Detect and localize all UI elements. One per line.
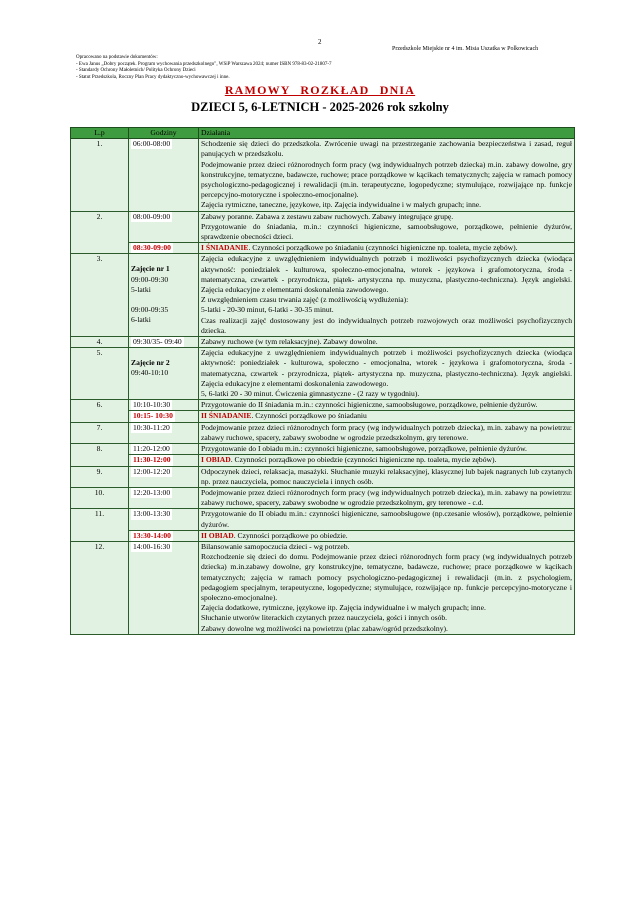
time-cell <box>129 254 199 337</box>
activity-text: Przygotowanie do II śniadania m.in.: czynności higieniczne, samoobsługowe, porządkowe, pełnienie dyżurów. <box>201 400 538 410</box>
meal-time: 13:30-14:00 <box>133 530 171 540</box>
activity-text: Przygotowanie do II obiadu m.in.: czynności higieniczne, samoobsługowe (np.czesanie włosów), porządkowe, pełnienie dyżurów. <box>201 509 572 529</box>
time-cell <box>129 530 199 541</box>
row-number: 8. <box>71 444 129 466</box>
time-range: 10:10-10:30 <box>133 400 171 410</box>
meal-label: I OBIAD <box>201 455 231 465</box>
source-line: - Ewa Janus „Dobry początek. Program wychowania przedszkolnego", WSiP Warszawa 2024; numer ISBN 978-83-02-21807-7 <box>76 61 332 67</box>
meal-label: II OBIAD <box>201 530 234 540</box>
activity-text: Podejmowanie przez dzieci różnorodnych form pracy (wg indywidualnych potrzeb dziecka), m.in. zabawy na powietrzu: zabawy ruchowe, spacery, zabawy swobodne w ogrodzie przedszkolnym, gry terenowe - c.d. <box>201 487 572 508</box>
time-cell <box>129 455 199 466</box>
activity-text: Zajęcia rytmiczne, taneczne, językowe, itp. Zajęcia indywidualne i w małych grupach; inne. <box>201 200 482 210</box>
activity-text: Zabawy dowolne wg możliwości na powietrzu (plac zabaw/ogród przedszkolny). <box>201 623 448 633</box>
activity-cell <box>199 541 575 634</box>
activity-text: Zajęcia dodatkowe, rytmiczne, językowe itp. Zajęcia indywidualne i w małych grupach; inne. <box>201 603 486 613</box>
table-row <box>71 487 575 508</box>
activity-text: Odpoczynek dzieci, relaksacja, masażyki. Słuchanie muzyki relaksacyjnej, klasycznej lub bajek nagranych lub czytanych np. przez nauczyciela, pomoc nauczyciela i innych osób. <box>201 466 572 486</box>
time-cell <box>129 211 199 243</box>
activity-cell <box>199 348 575 400</box>
table-row <box>71 466 575 487</box>
activity-cell <box>199 400 575 411</box>
table-row <box>71 541 575 634</box>
activity-cell <box>199 444 575 455</box>
time-cell <box>129 411 199 422</box>
table-row <box>71 139 575 211</box>
table-row <box>71 422 575 443</box>
time-cell <box>129 348 199 400</box>
table-row <box>71 400 575 411</box>
sources-block <box>76 55 332 81</box>
activity-text: Podejmowanie przez dzieci różnorodnych form pracy (wg indywidualnych potrzeb dziecka) m.in. zabawy dowolne, gry konstrukcyjne, tematyczne, badawcze, ruchowe; prace porządkowe w kącikach tematycznych; zajęcia w ramach pomocy psychologiczno-pedagogicznej i rewalidacji (m.in. terapeutyczne, logopedyczne; stymulujące, rozwijające np. funkcje percepcyjno-motoryczne i społeczno-emocjonalne). <box>201 159 572 200</box>
time-range: 09:40-10:10 <box>131 368 169 378</box>
header-lp: L.p <box>71 128 129 139</box>
time-cell <box>129 422 199 443</box>
activity-text: Zajęcia edukacyjne z uwzględnieniem indywidualnych potrzeb i możliwości psychofizycznych dziecka (wiodąca aktywność: poniedziałek - kulturowa, społeczno-emocjonalna, wtorek - językowa i grafomotoryczna, środa - matematyczna, czwartek - przyrodnicza, piątek- artystyczna np. muzyczna, plastyczno-techniczna). Język angielski. Zajęcia edukacyjne z elementami doskonalenia zawodowego. <box>201 254 572 295</box>
header-activities: Działania <box>199 128 575 139</box>
activity-text: Bilansowanie samopoczucia dzieci - wg potrzeb. <box>201 541 350 551</box>
activity-cell <box>199 530 575 541</box>
institution-name: Przedszkole Miejskie nr 4 im. Misia Uszatka w Polkowicach <box>392 46 539 52</box>
meal-text: . Czynności porządkowe po obiedzie (czynności higieniczne np. toaleta, mycie zębów). <box>230 455 497 465</box>
activity-text: Przygotowanie do śniadania, m.in.: czynności higieniczne, samoobsługowe, porządkowe, pełnienie dyżurów, sprawdzenie obecności dzieci. <box>201 221 572 242</box>
activity-cell <box>199 211 575 243</box>
row-number: 2. <box>71 211 129 254</box>
meal-label: II ŚNIADANIE <box>201 411 252 421</box>
activity-text: Zabawy ruchowe (w tym relaksacyjne). Zabawy dowolne. <box>201 337 378 347</box>
sources-heading: Opracowano na podstawie dokumentów: <box>76 55 158 60</box>
activity-cell <box>199 487 575 508</box>
class-label: Zajęcie nr 1 <box>131 264 170 274</box>
activity-cell <box>199 411 575 422</box>
time-range: 12:00-12:20 <box>133 466 171 476</box>
time-cell <box>129 509 199 530</box>
activity-cell <box>199 455 575 466</box>
source-line: - Standardy Ochrony Małoletnich/ Polityka Ochrony Dzieci <box>76 68 196 74</box>
activity-cell <box>199 466 575 487</box>
table-row <box>71 348 575 400</box>
activity-text: Z uwzględnieniem czasu trwania zajęć (z możliwością wydłużenia): <box>201 295 409 305</box>
meal-time: 08:30-09:00 <box>133 243 171 253</box>
age-group: 5-latki <box>131 284 151 294</box>
table-subrow <box>71 411 575 422</box>
table-subrow <box>71 243 575 254</box>
meal-label: I ŚNIADANIE <box>201 243 249 253</box>
class-label: Zajęcie nr 2 <box>131 358 170 368</box>
time-cell <box>129 243 199 254</box>
table-row <box>71 337 575 348</box>
time-cell <box>129 400 199 411</box>
time-cell <box>129 487 199 508</box>
page-title: RAMOWY ROZKŁAD DNIA <box>224 83 416 97</box>
time-cell <box>129 337 199 348</box>
source-line: - Statut Przedszkola, Roczny Plan Pracy dydaktyczno-wychowawczej i inne. <box>76 74 230 80</box>
activity-cell <box>199 243 575 254</box>
time-range: 11:20-12:00 <box>133 444 170 454</box>
activity-cell <box>199 337 575 348</box>
row-number: 1. <box>71 139 129 211</box>
row-number: 10. <box>71 487 129 508</box>
page-subtitle: DZIECI 5, 6-LETNICH - 2025-2026 rok szkolny <box>191 100 449 114</box>
time-range: 09:00-09:35 <box>131 305 169 315</box>
activity-cell <box>199 422 575 443</box>
activity-text: Podejmowanie przez dzieci różnorodnych form pracy (wg indywidualnych potrzeb dziecka), m.in. zabawy na powietrzu: zabawy ruchowe, spacery, zabawy swobodne w ogrodzie przedszkolnym, gry terenowe. <box>201 422 572 442</box>
table-row <box>71 444 575 455</box>
schedule-table <box>70 127 575 635</box>
page-number: 2 <box>318 38 322 46</box>
row-number: 12. <box>71 541 129 634</box>
header-hours: Godziny <box>129 128 199 139</box>
activity-text: 5-latki - 20-30 minut, 6-latki - 30-35 minut. <box>201 305 334 315</box>
age-group: 6-latki <box>131 315 151 325</box>
row-number: 11. <box>71 509 129 542</box>
activity-text: Schodzenie się dzieci do przedszkola. Zwrócenie uwagi na przestrzeganie zachowania bezpieczeństwa i zasad, reguł panujących w przedszkolu. <box>201 139 572 159</box>
table-subrow <box>71 455 575 466</box>
time-range: 09:30/35- 09:40 <box>133 337 182 347</box>
time-range: 13:00-13:30 <box>133 509 171 519</box>
time-range: 10:30-11:20 <box>133 422 170 432</box>
activity-text: Zabawy poranne. Zabawa z zestawu zabaw ruchowych. Zabawy integrujące grupę. <box>201 211 454 221</box>
time-cell <box>129 541 199 634</box>
row-number: 5. <box>71 348 129 400</box>
activity-text: 5, 6-latki 20 - 30 minut. Ćwiczenia gimnastyczne - (2 razy w tygodniu). <box>201 389 420 399</box>
time-range: 12:20-13:00 <box>133 487 171 497</box>
time-cell <box>129 466 199 487</box>
row-number: 3. <box>71 254 129 337</box>
time-cell <box>129 444 199 455</box>
row-number: 6. <box>71 400 129 422</box>
table-row <box>71 254 575 337</box>
activity-cell <box>199 509 575 530</box>
activity-cell <box>199 254 575 337</box>
activity-cell <box>199 139 575 211</box>
table-header-row <box>71 128 575 139</box>
activity-text: Słuchanie utworów literackich czytanych przez nauczyciela, gości i innych osób. <box>201 613 448 623</box>
time-range: 06:00-08:00 <box>133 139 171 149</box>
meal-text: . Czynności porządkowe po śniadaniu <box>251 411 367 421</box>
activity-text: Zajęcia edukacyjne z uwzględnieniem indywidualnych potrzeb i możliwości psychofizycznych dziecka (wiodąca aktywność: poniedziałek - kulturowa, społeczno - emocjonalna, wtorek - językowa i grafomotoryczna, środa - matematyczna, czwartek - przyrodnicza, piątek- artystyczna np. muzyczna, plastyczno-techniczna). Język angielski. Zajęcia edukacyjne z elementami doskonalenia zawodowego. <box>201 348 572 388</box>
row-number: 9. <box>71 466 129 487</box>
meal-text: . Czynności porządkowe po śniadaniu (czynności higieniczne np. toaleta, mycie zębów). <box>248 243 518 253</box>
meal-time: 10:15- 10:30 <box>133 411 173 421</box>
table-subrow <box>71 530 575 541</box>
time-range: 08:00-09:00 <box>133 211 171 221</box>
meal-text: . Czynności porządkowe po obiedzie. <box>233 530 348 540</box>
table-row <box>71 211 575 243</box>
time-range: 09:00-09:30 <box>131 274 169 284</box>
table-row <box>71 509 575 530</box>
activity-text: Czas realizacji zajęć dostosowany jest do indywidualnych potrzeb rozwojowych oraz możliwości psychofizycznych dziecka. <box>201 315 572 335</box>
activity-text: Rozchodzenie się dzieci do domu. Podejmowanie przez dzieci różnorodnych form pracy (wg indywidualnych potrzeb dziecka) m.in.zabawy dowolne, gry konstrukcyjne, tematyczne, badawcze, ruchowe; prace porządkowe w kącikach tematycznych; zajęcia w ramach pomocy psychologiczno-pedagogicznej i rewalidacji (m.in. z psychologiem, pedagogiem specjalnym, terapeutyczne, logopedyczne; stymulujące, rozwijające np. funkcje percepcyjno-motoryczne i społeczno-emocjonalne). <box>201 552 572 602</box>
time-cell <box>129 139 199 211</box>
meal-time: 11:30-12:00 <box>133 455 171 465</box>
row-number: 7. <box>71 422 129 443</box>
activity-text: Przygotowanie do I obiadu m.in.: czynności higieniczne, samoobsługowe, porządkowe, pełnienie dyżurów. <box>201 444 527 454</box>
row-number: 4. <box>71 337 129 348</box>
time-range: 14:00-16:30 <box>133 541 171 551</box>
